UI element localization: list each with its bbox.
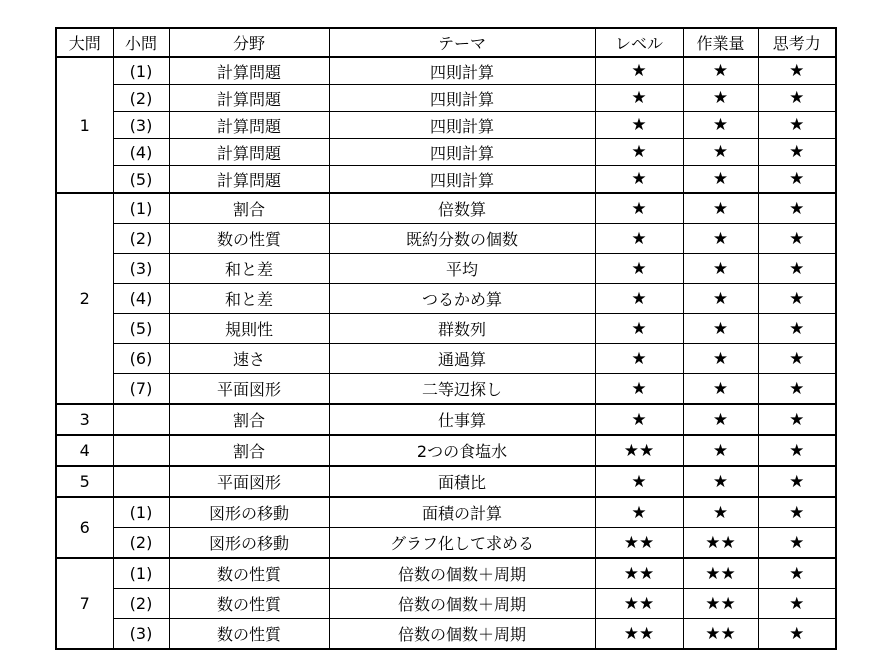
cell-workload: ★ xyxy=(683,166,758,194)
header-workload: 作業量 xyxy=(683,28,758,57)
cell-theme: 四則計算 xyxy=(329,112,595,139)
cell-thinking: ★ xyxy=(758,589,836,619)
cell-workload: ★★ xyxy=(683,589,758,619)
table-row xyxy=(56,435,836,466)
cell-workload: ★ xyxy=(683,344,758,374)
table-row xyxy=(56,619,836,650)
cell-level: ★ xyxy=(595,344,683,374)
cell-sho-mon: (5) xyxy=(113,166,169,194)
cell-workload: ★ xyxy=(683,497,758,528)
table-row xyxy=(56,85,836,112)
cell-workload: ★ xyxy=(683,254,758,284)
cell-field: 和と差 xyxy=(169,254,329,284)
cell-level: ★ xyxy=(595,57,683,85)
cell-level: ★ xyxy=(595,85,683,112)
cell-dai-mon: 4 xyxy=(56,435,113,466)
cell-theme: 二等辺探し xyxy=(329,374,595,405)
table-row xyxy=(56,57,836,85)
cell-level: ★ xyxy=(595,193,683,224)
table-row xyxy=(56,374,836,405)
cell-sho-mon xyxy=(113,435,169,466)
cell-sho-mon: (1) xyxy=(113,497,169,528)
header-field: 分野 xyxy=(169,28,329,57)
cell-field: 数の性質 xyxy=(169,619,329,650)
cell-thinking: ★ xyxy=(758,85,836,112)
table-row xyxy=(56,497,836,528)
header-thinking: 思考力 xyxy=(758,28,836,57)
table-row xyxy=(56,558,836,589)
cell-level: ★★ xyxy=(595,558,683,589)
cell-dai-mon: 5 xyxy=(56,466,113,497)
cell-sho-mon: (2) xyxy=(113,224,169,254)
cell-thinking: ★ xyxy=(758,344,836,374)
table-row xyxy=(56,404,836,435)
table-row xyxy=(56,344,836,374)
cell-field: 図形の移動 xyxy=(169,497,329,528)
cell-thinking: ★ xyxy=(758,112,836,139)
table-row xyxy=(56,466,836,497)
cell-theme: 仕事算 xyxy=(329,404,595,435)
table-row xyxy=(56,193,836,224)
cell-level: ★★ xyxy=(595,619,683,650)
cell-thinking: ★ xyxy=(758,284,836,314)
cell-dai-mon: 6 xyxy=(56,497,113,558)
cell-level: ★ xyxy=(595,497,683,528)
cell-level: ★★ xyxy=(595,589,683,619)
table-row xyxy=(56,528,836,559)
cell-level: ★★ xyxy=(595,435,683,466)
header-dai-mon: 大問 xyxy=(56,28,113,57)
cell-theme: 四則計算 xyxy=(329,85,595,112)
cell-sho-mon: (3) xyxy=(113,112,169,139)
cell-theme: 倍数の個数＋周期 xyxy=(329,619,595,650)
cell-dai-mon: 2 xyxy=(56,193,113,404)
cell-thinking: ★ xyxy=(758,224,836,254)
table-row xyxy=(56,139,836,166)
cell-workload: ★ xyxy=(683,435,758,466)
table-row xyxy=(56,254,836,284)
cell-thinking: ★ xyxy=(758,404,836,435)
cell-field: 割合 xyxy=(169,404,329,435)
cell-thinking: ★ xyxy=(758,466,836,497)
cell-field: 割合 xyxy=(169,193,329,224)
cell-workload: ★ xyxy=(683,85,758,112)
cell-theme: 倍数の個数＋周期 xyxy=(329,558,595,589)
cell-level: ★ xyxy=(595,314,683,344)
cell-field: 計算問題 xyxy=(169,166,329,194)
cell-sho-mon: (2) xyxy=(113,589,169,619)
cell-sho-mon: (6) xyxy=(113,344,169,374)
table-header-row xyxy=(56,28,836,57)
problem-analysis-table-container xyxy=(55,27,837,650)
cell-field: 数の性質 xyxy=(169,558,329,589)
cell-workload: ★ xyxy=(683,284,758,314)
cell-field: 規則性 xyxy=(169,314,329,344)
cell-sho-mon: (7) xyxy=(113,374,169,405)
cell-level: ★ xyxy=(595,284,683,314)
cell-theme: 面積の計算 xyxy=(329,497,595,528)
cell-workload: ★ xyxy=(683,224,758,254)
header-sho-mon: 小問 xyxy=(113,28,169,57)
cell-theme: 倍数算 xyxy=(329,193,595,224)
cell-thinking: ★ xyxy=(758,497,836,528)
cell-sho-mon xyxy=(113,404,169,435)
cell-field: 数の性質 xyxy=(169,224,329,254)
table-row xyxy=(56,314,836,344)
cell-field: 割合 xyxy=(169,435,329,466)
cell-sho-mon: (5) xyxy=(113,314,169,344)
cell-field: 計算問題 xyxy=(169,85,329,112)
cell-workload: ★★ xyxy=(683,619,758,650)
problem-analysis-table xyxy=(55,27,837,650)
cell-field: 計算問題 xyxy=(169,139,329,166)
table-row xyxy=(56,224,836,254)
cell-theme: 群数列 xyxy=(329,314,595,344)
header-level: レベル xyxy=(595,28,683,57)
table-body xyxy=(56,57,836,649)
cell-sho-mon: (1) xyxy=(113,558,169,589)
cell-theme: 四則計算 xyxy=(329,166,595,194)
cell-field: 速さ xyxy=(169,344,329,374)
cell-level: ★ xyxy=(595,224,683,254)
cell-workload: ★ xyxy=(683,57,758,85)
cell-theme: 四則計算 xyxy=(329,57,595,85)
cell-sho-mon: (3) xyxy=(113,254,169,284)
cell-sho-mon: (1) xyxy=(113,193,169,224)
table-row xyxy=(56,166,836,194)
cell-sho-mon: (3) xyxy=(113,619,169,650)
cell-theme: 倍数の個数＋周期 xyxy=(329,589,595,619)
cell-field: 平面図形 xyxy=(169,466,329,497)
cell-field: 計算問題 xyxy=(169,112,329,139)
cell-theme: 平均 xyxy=(329,254,595,284)
cell-theme: 通過算 xyxy=(329,344,595,374)
cell-sho-mon: (4) xyxy=(113,139,169,166)
cell-sho-mon xyxy=(113,466,169,497)
cell-field: 和と差 xyxy=(169,284,329,314)
cell-thinking: ★ xyxy=(758,374,836,405)
cell-workload: ★★ xyxy=(683,558,758,589)
cell-level: ★ xyxy=(595,404,683,435)
cell-workload: ★ xyxy=(683,112,758,139)
table-row xyxy=(56,112,836,139)
table-row xyxy=(56,589,836,619)
cell-dai-mon: 1 xyxy=(56,57,113,193)
cell-level: ★ xyxy=(595,466,683,497)
cell-level: ★ xyxy=(595,374,683,405)
cell-theme: 面積比 xyxy=(329,466,595,497)
cell-thinking: ★ xyxy=(758,57,836,85)
cell-thinking: ★ xyxy=(758,139,836,166)
cell-level: ★ xyxy=(595,139,683,166)
cell-workload: ★ xyxy=(683,139,758,166)
cell-thinking: ★ xyxy=(758,528,836,559)
cell-theme: 既約分数の個数 xyxy=(329,224,595,254)
cell-level: ★ xyxy=(595,254,683,284)
cell-workload: ★ xyxy=(683,314,758,344)
cell-theme: 2つの食塩水 xyxy=(329,435,595,466)
cell-field: 図形の移動 xyxy=(169,528,329,559)
cell-level: ★ xyxy=(595,166,683,194)
cell-thinking: ★ xyxy=(758,619,836,650)
cell-sho-mon: (1) xyxy=(113,57,169,85)
cell-field: 計算問題 xyxy=(169,57,329,85)
cell-level: ★ xyxy=(595,112,683,139)
cell-thinking: ★ xyxy=(758,435,836,466)
cell-theme: つるかめ算 xyxy=(329,284,595,314)
cell-field: 数の性質 xyxy=(169,589,329,619)
cell-theme: グラフ化して求める xyxy=(329,528,595,559)
cell-dai-mon: 7 xyxy=(56,558,113,649)
cell-workload: ★ xyxy=(683,193,758,224)
cell-field: 平面図形 xyxy=(169,374,329,405)
table-row xyxy=(56,284,836,314)
cell-workload: ★ xyxy=(683,404,758,435)
cell-sho-mon: (4) xyxy=(113,284,169,314)
cell-workload: ★ xyxy=(683,466,758,497)
cell-level: ★★ xyxy=(595,528,683,559)
cell-thinking: ★ xyxy=(758,254,836,284)
cell-sho-mon: (2) xyxy=(113,528,169,559)
cell-dai-mon: 3 xyxy=(56,404,113,435)
cell-thinking: ★ xyxy=(758,166,836,194)
cell-workload: ★★ xyxy=(683,528,758,559)
header-theme: テーマ xyxy=(329,28,595,57)
cell-workload: ★ xyxy=(683,374,758,405)
cell-thinking: ★ xyxy=(758,558,836,589)
cell-thinking: ★ xyxy=(758,314,836,344)
cell-theme: 四則計算 xyxy=(329,139,595,166)
cell-thinking: ★ xyxy=(758,193,836,224)
cell-sho-mon: (2) xyxy=(113,85,169,112)
